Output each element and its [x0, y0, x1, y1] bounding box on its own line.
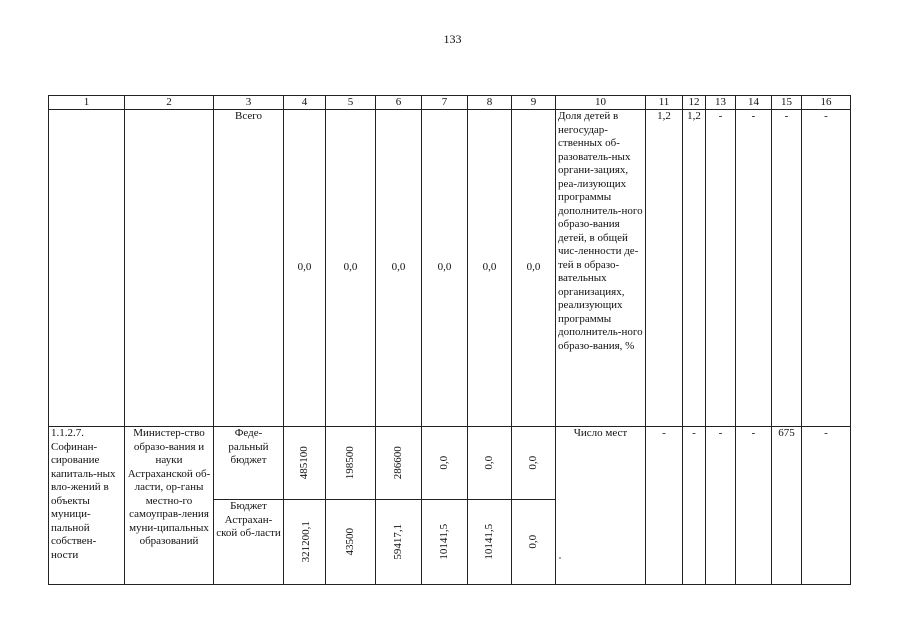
value-cell: 0,0	[468, 110, 512, 427]
indicator-value-cell: -	[772, 110, 802, 427]
rotated-value: 0,0	[437, 456, 450, 470]
table-cell	[49, 110, 125, 427]
table-row	[49, 427, 851, 500]
value-cell	[468, 500, 512, 585]
indicator-value-cell: -	[736, 427, 772, 585]
table-row	[49, 110, 851, 427]
header-cell: 8	[468, 96, 512, 110]
indicator-value-cell: -	[736, 110, 772, 427]
value-cell: 0,0	[422, 110, 468, 427]
indicator-value-cell: -	[706, 427, 736, 585]
indicator-cell: Доля детей в негосудар-ственных об-разователь-ных органи-зациях, реа-лизующих программы дополнитель-ного образо-вания детей, в общей чис-ленности де-тей в образо-вательных организациях, реализующих программы дополнитель-ного образо-вания, %	[556, 110, 646, 427]
header-cell: 11	[646, 96, 683, 110]
header-cell: 3	[214, 96, 284, 110]
value-cell: 0,0	[284, 110, 326, 427]
header-cell: 9	[512, 96, 556, 110]
header-cell: 16	[802, 96, 851, 110]
value-cell	[422, 500, 468, 585]
header-cell: 12	[683, 96, 706, 110]
header-cell: 2	[125, 96, 214, 110]
indicator-value-cell: -	[706, 110, 736, 427]
value-cell	[284, 500, 326, 585]
value-cell: 0,0	[376, 110, 422, 427]
source-cell: Феде-ральный бюджет	[214, 427, 284, 500]
rotated-value: 286600	[391, 446, 404, 480]
indicator-value-cell: 675	[772, 427, 802, 585]
indicator-value-cell: -	[802, 110, 851, 427]
rotated-value: 198500	[343, 446, 356, 480]
value-cell	[512, 427, 556, 500]
value-cell	[376, 500, 422, 585]
header-cell: 6	[376, 96, 422, 110]
header-cell: 7	[422, 96, 468, 110]
header-cell: 14	[736, 96, 772, 110]
table-cell	[125, 110, 214, 427]
indicator-value-cell: -	[802, 427, 851, 585]
indicator-value-cell: -	[646, 427, 683, 585]
source-cell: Всего	[214, 110, 284, 427]
indicator-value-cell: -	[683, 427, 706, 585]
header-cell: 10	[556, 96, 646, 110]
rotated-value: 321200,1	[299, 521, 312, 563]
indicator-cell: Число мест	[556, 427, 646, 585]
indicator-value-cell: 1,2	[683, 110, 706, 427]
rotated-value: 43500	[343, 528, 356, 556]
page-number: 133	[443, 32, 462, 46]
header-cell: 1	[49, 96, 125, 110]
value-cell: 0,0	[512, 110, 556, 427]
value-cell	[468, 427, 512, 500]
rotated-value: 0,0	[526, 535, 539, 549]
rotated-value: 485100	[297, 446, 310, 480]
rotated-value: 10141,5	[482, 524, 495, 560]
value-cell	[326, 500, 376, 585]
value-cell: 0,0	[326, 110, 376, 427]
activity-code-cell: 1.1.2.7. Софинан-сирование капиталь-ных вло-жений в объекты муници-пальной собствен-ности	[49, 427, 125, 585]
indicator-value-cell: 1,2	[646, 110, 683, 427]
executor-cell: Министер-ство образо-вания и науки Астраханской об-ласти, ор-ганы местно-го самоуправ-ления муни-ципальных образований	[125, 427, 214, 585]
source-cell: Бюджет Астрахан-ской об-ласти	[214, 500, 284, 585]
data-table	[48, 95, 851, 585]
rotated-value: 0,0	[482, 456, 495, 470]
header-cell: 5	[326, 96, 376, 110]
scan-speck	[559, 557, 561, 559]
header-cell: 13	[706, 96, 736, 110]
rotated-value: 0,0	[526, 456, 539, 470]
value-cell	[376, 427, 422, 500]
value-cell	[326, 427, 376, 500]
value-cell	[422, 427, 468, 500]
header-cell: 15	[772, 96, 802, 110]
value-cell	[284, 427, 326, 500]
value-cell	[512, 500, 556, 585]
rotated-value: 10141,5	[437, 524, 450, 560]
header-row	[49, 96, 851, 110]
header-cell: 4	[284, 96, 326, 110]
rotated-value: 59417,1	[391, 524, 404, 560]
